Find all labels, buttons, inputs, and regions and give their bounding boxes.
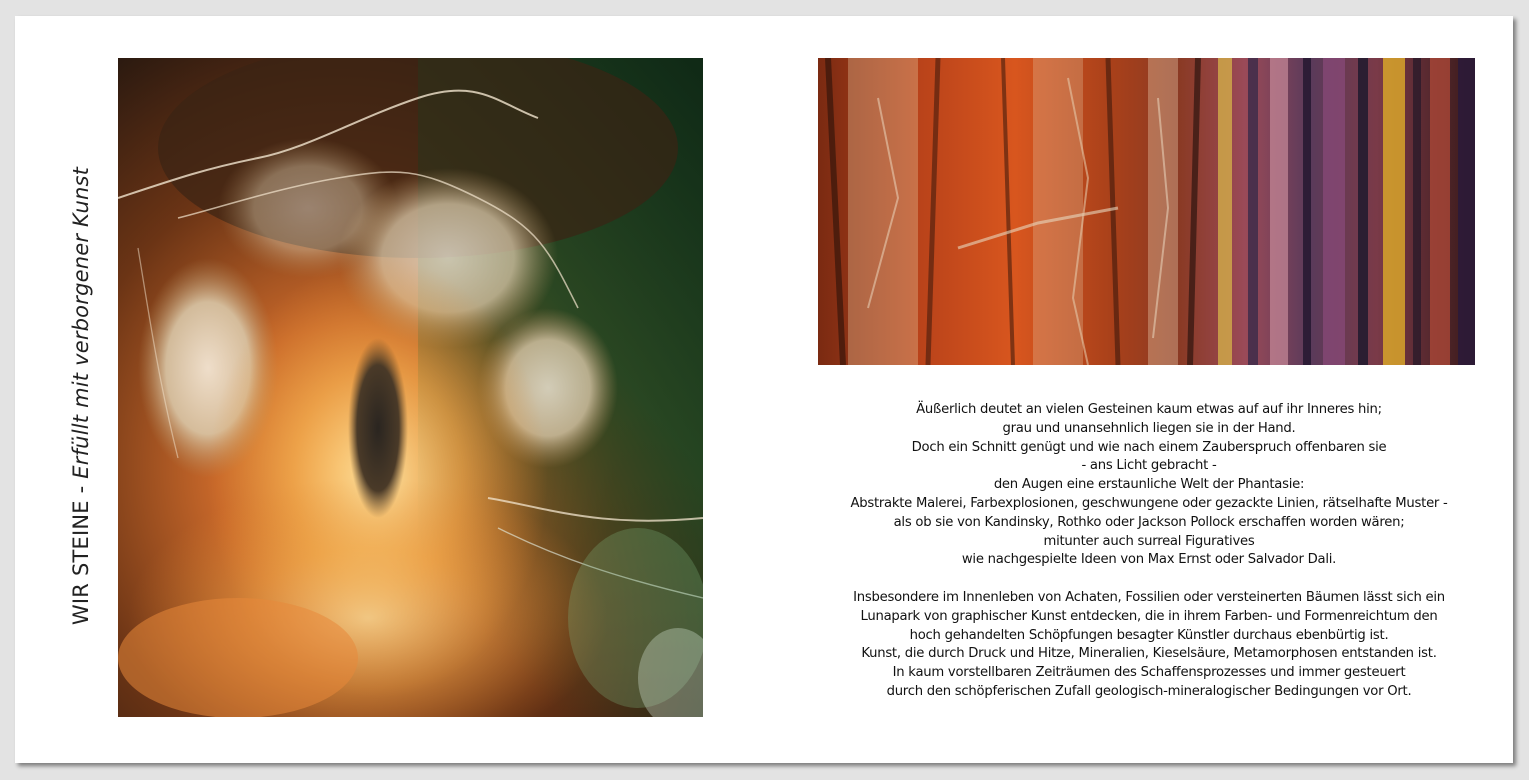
text-line: Kunst, die durch Druck und Hitze, Mineralien, Kieselsäure, Metamorphosen entstanden ist.	[861, 646, 1437, 662]
body-text	[820, 401, 1478, 702]
text-line: Doch ein Schnitt genügt und wie nach einem Zauberspruch offenbaren sie	[911, 439, 1387, 455]
text-line: wie nachgespielte Ideen von Max Ernst oder Salvador Dali.	[961, 552, 1337, 568]
text-line: Äußerlich deutet an vielen Gesteinen kaum etwas auf auf ihr Inneres hin;	[916, 402, 1382, 417]
text-line: Insbesondere im Innenleben von Achaten, Fossilien oder versteinerten Bäumen lässt sich ein	[853, 589, 1445, 605]
text-line: mitunter auch surreal Figuratives	[1043, 533, 1255, 549]
book-subtitle: Erfüllt mit verborgener Kunst	[69, 166, 93, 479]
petrified-wood-image	[818, 58, 1475, 365]
agate-photo	[118, 58, 703, 717]
text-line: grau und unansehnlich liegen sie in der Hand.	[1002, 420, 1296, 436]
petrified-wood-photo	[818, 58, 1475, 365]
text-line: In kaum vorstellbaren Zeiträumen des Schaffensprozesses und immer gesteuert	[892, 665, 1406, 681]
agate-photo-image	[118, 58, 703, 717]
paragraph-gap	[820, 570, 1478, 589]
text-line: hoch gehandelten Schöpfungen besagter Künstler durchaus ebenbürtig ist.	[909, 627, 1389, 643]
vertical-book-title	[69, 167, 93, 625]
book-title-main: WIR STEINE -	[69, 478, 93, 626]
text-line: Abstrakte Malerei, Farbexplosionen, geschwungene oder gezackte Linien, rätselhafte Muster -	[850, 495, 1448, 511]
text-line: - ans Licht gebracht -	[1081, 458, 1217, 474]
text-line: den Augen eine erstaunliche Welt der Phantasie:	[993, 477, 1305, 493]
text-line: Lunapark von graphischer Kunst entdecken, die in ihrem Farben- und Formenreichtum den	[860, 608, 1438, 624]
text-line: als ob sie von Kandinsky, Rothko oder Jackson Pollock erschaffen worden wären;	[893, 514, 1405, 530]
book-spread	[15, 16, 1513, 763]
text-line: durch den schöpferischen Zufall geologisch-mineralogischer Bedingungen vor Ort.	[886, 683, 1412, 699]
